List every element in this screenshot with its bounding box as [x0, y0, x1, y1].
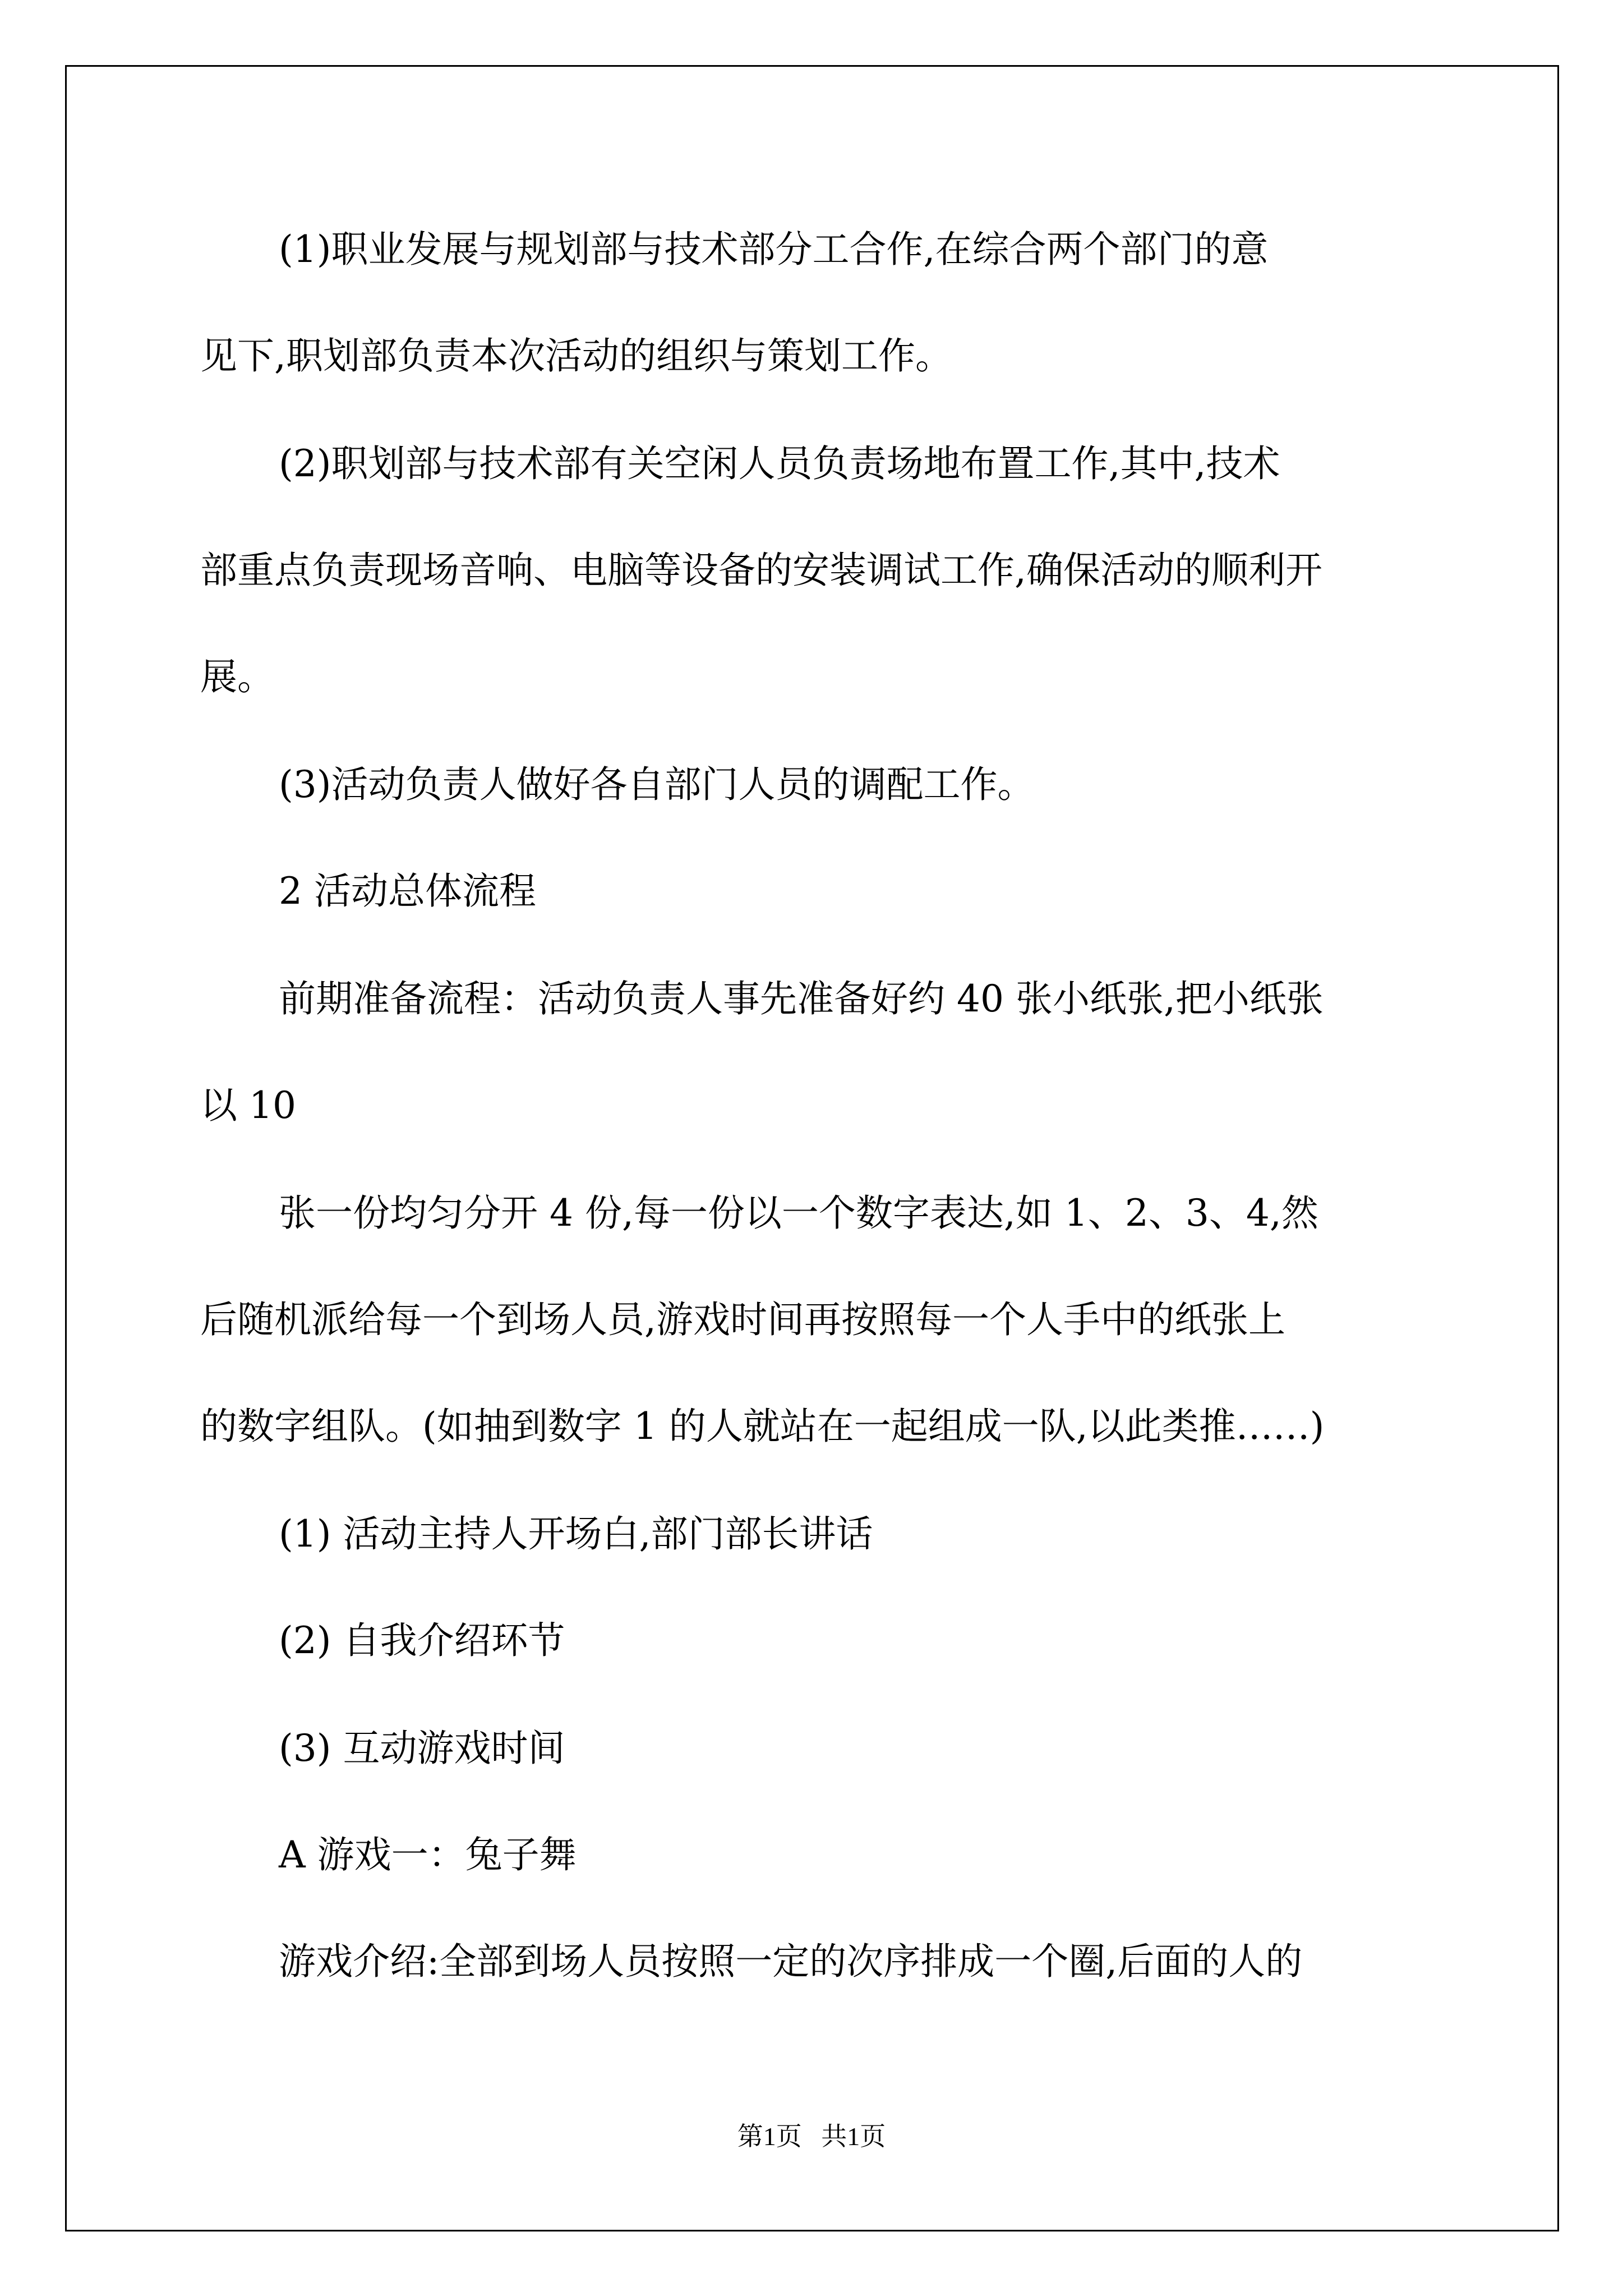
- page-border: [65, 65, 1559, 2231]
- paragraph-line: 前期准备流程：活动负责人事先准备好约 40 张小纸张,把小纸张: [279, 977, 1324, 1020]
- paragraph-line: 见下,职划部负责本次活动的组织与策划工作。: [200, 334, 952, 378]
- subheading: A 游戏一：兔子舞: [279, 1833, 577, 1876]
- paragraph-line: 展。: [200, 655, 274, 698]
- paragraph-line: (3)活动负责人做好各自部门人员的调配工作。: [279, 763, 1035, 806]
- paragraph-line: (1)职业发展与规划部与技术部分工合作,在综合两个部门的意: [279, 228, 1269, 271]
- paragraph-line: (2)职划部与技术部有关空闲人员负责场地布置工作,其中,技术: [279, 442, 1280, 485]
- paragraph-line: 的数字组队。(如抽到数字 1 的人就站在一起组成一队,以此类推……): [200, 1405, 1325, 1448]
- paragraph-line: 张一份均匀分开 4 份,每一份以一个数字表达,如 1、2、3、4,然: [279, 1191, 1318, 1235]
- paragraph-line: 部重点负责现场音响、电脑等设备的安装调试工作,确保活动的顺利开: [200, 549, 1322, 592]
- paragraph-line: 后随机派给每一个到场人员,游戏时间再按照每一个人手中的纸张上: [200, 1298, 1285, 1341]
- list-item: (1) 活动主持人开场白,部门部长讲话: [279, 1512, 873, 1556]
- paragraph-line: 以 10: [200, 1084, 296, 1127]
- list-item: (2) 自我介绍环节: [279, 1619, 565, 1662]
- page-footer: 第1页 共1页: [737, 2122, 886, 2151]
- list-item: (3) 互动游戏时间: [279, 1727, 565, 1770]
- paragraph-line: 游戏介绍:全部到场人员按照一定的次序排成一个圈,后面的人的: [279, 1940, 1303, 1983]
- section-heading: 2 活动总体流程: [279, 869, 536, 913]
